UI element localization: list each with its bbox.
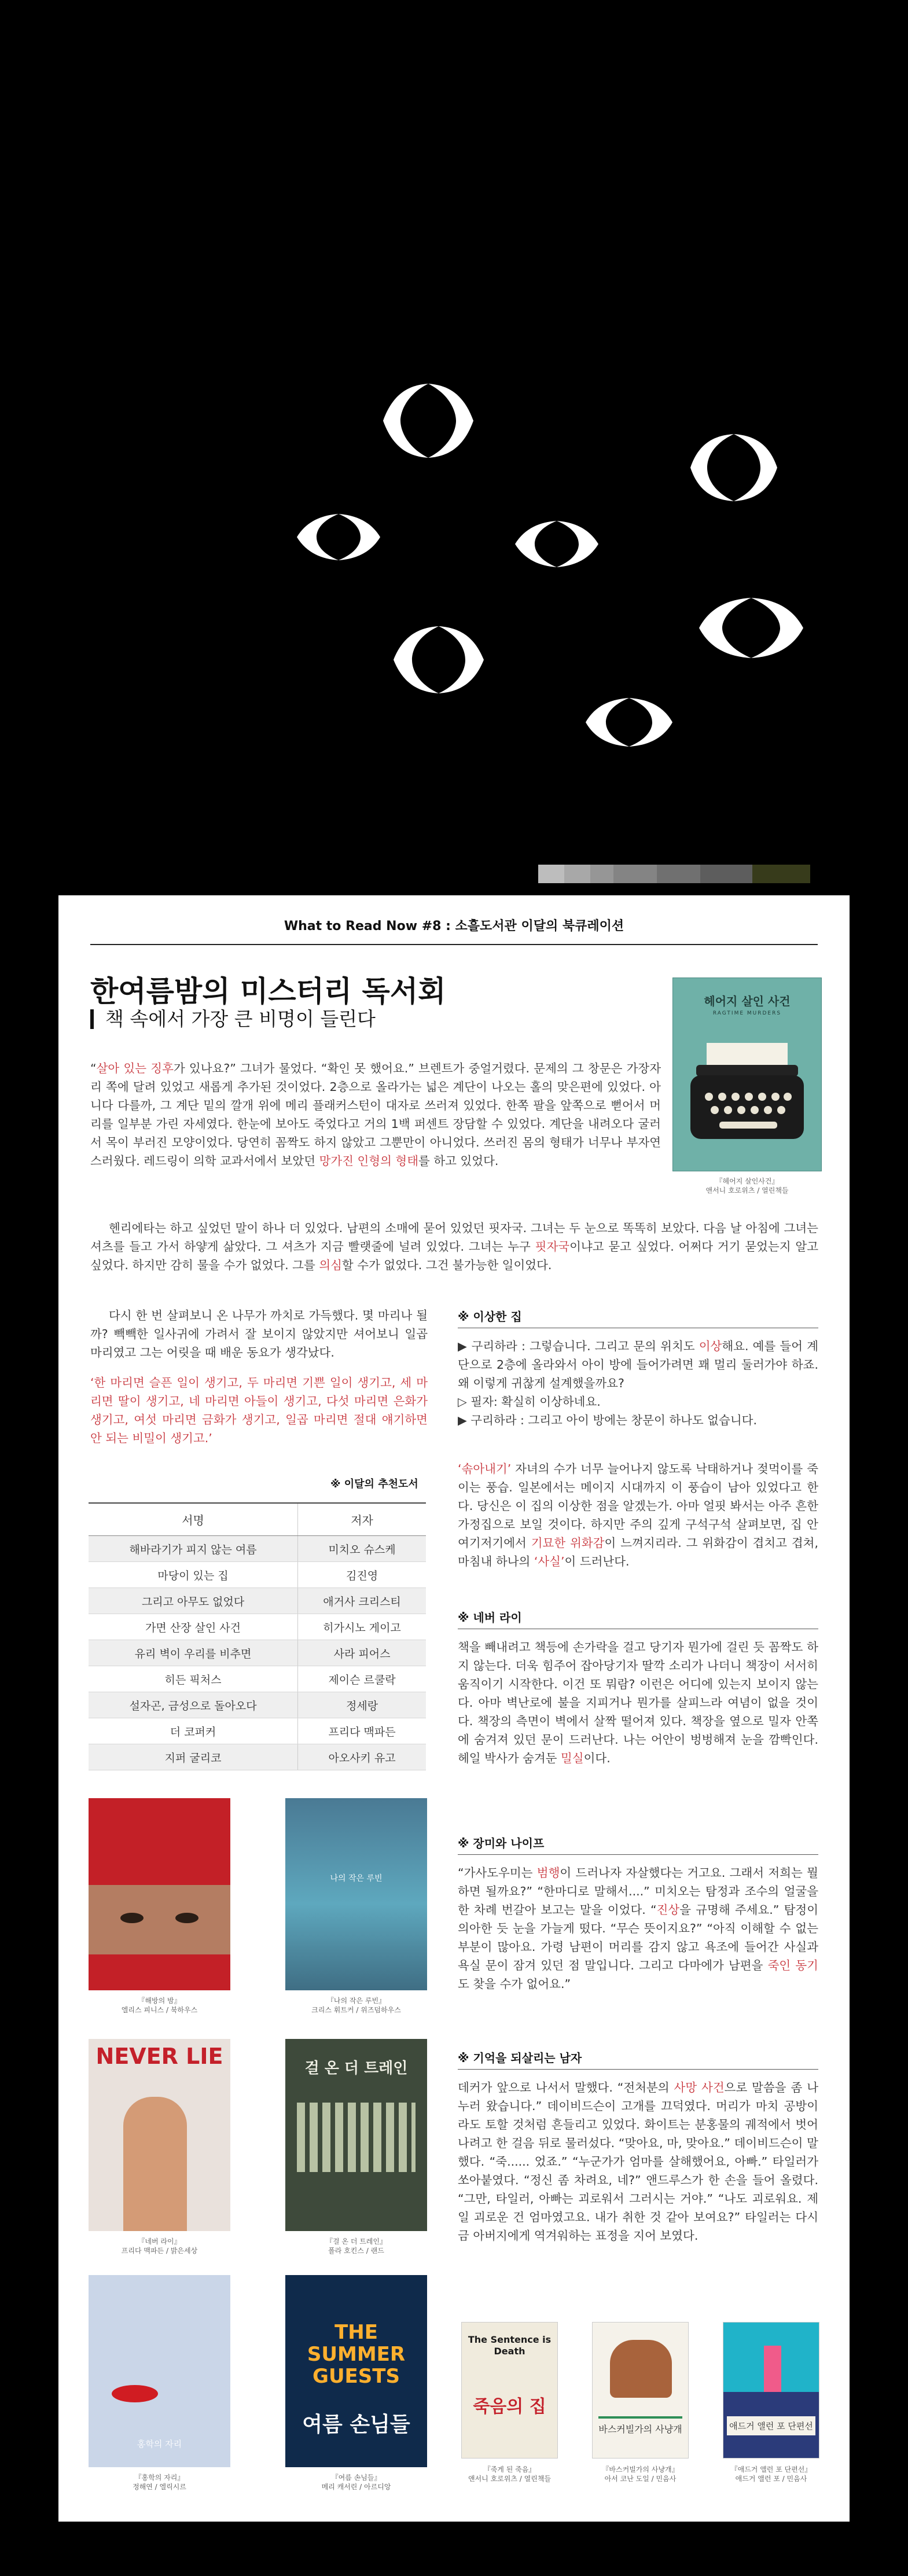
book-cover-girl-on-train[interactable]: 걸 온 더 트레인 bbox=[285, 2039, 427, 2231]
rose-knife-paragraph: “가사도우미는 범행이 드러나자 자살했다는 거고요. 그래서 저희는 뭘 하면 될까요?” “한마디로 말해서....” 미치오는 탐정과 조수의 얼굴을 한 차례 번갈아 보고는 말을 이었다. “진상을 규명해 주세요.” 탐정이 의아한 듯 눈을 가늘게 떴다. “무슨 뜻이지요?” “아직 이해할 수 없는 부분이 많아요. 가령 남편이 머리를 감지 않고 욕조에 들어간 사실과 욕실 문이 잠겨 있던 점 말입니다. 그리고 다마에가 남편을 죽인 동기도 찾을 수가 없어요.” bbox=[458, 1866, 818, 1991]
magpie-paragraph: 다시 한 번 살펴보니 온 나무가 까치로 가득했다. 몇 마리나 될까? 빽빽한 일사귀에 가려서 잘 보이지 않았지만 셔어보니 일곱 마리였고 그는 어릿을 때 배운 동요가 생각났다. bbox=[90, 1309, 428, 1359]
recommend-table bbox=[89, 1502, 426, 1770]
table-cell: 마당이 있는 집 bbox=[89, 1562, 298, 1588]
book-caption: 『죽게 된 죽음』 앤서니 호로위츠 / 열린책들 bbox=[468, 2465, 551, 2483]
section-divider bbox=[458, 1854, 818, 1855]
table-cell: 제이슨 르쿨락 bbox=[298, 1666, 426, 1692]
dialogue-line-2: ▷ 필자: 확실히 이상하네요. bbox=[458, 1395, 601, 1409]
book-caption: 『나의 작은 루빈』 크리스 휘트커 / 위즈덤하우스 bbox=[311, 1997, 401, 2014]
article-subtitle: 책 속에서 가장 큰 비명이 들린다 bbox=[90, 1009, 376, 1029]
table-row bbox=[89, 1588, 426, 1614]
table-cell: 히가시노 게이고 bbox=[298, 1614, 426, 1640]
dialogue-line-1: ▶ 구리하라 : 그렇습니다. 그리고 문의 위치도 이상해요. 예를 들어 계단으로 2층에 올라와서 아이 방에 들어가려면 꽤 멀리 둘러가야 하죠. 왜 이렇게 귀찮게 설계했을까요? bbox=[458, 1339, 819, 1390]
article-title: 한여름밤의 미스터리 독서회 bbox=[90, 975, 446, 1008]
strip-segment bbox=[564, 865, 590, 883]
strip-segment bbox=[590, 865, 613, 883]
color-strip bbox=[538, 865, 810, 883]
table-row bbox=[89, 1640, 426, 1666]
book-caption: 『애드거 앨런 포 단편선』 애드거 앨런 포 / 민음사 bbox=[730, 2465, 812, 2483]
table-cell: 더 코퍼커 bbox=[89, 1718, 298, 1744]
strip-segment bbox=[752, 865, 810, 883]
book-cover-baskerville[interactable]: 바스커빌가의 사냥개 bbox=[592, 2322, 689, 2459]
table-cell: 설자곤, 금성으로 돌아오다 bbox=[89, 1692, 298, 1718]
typewriter-illustration bbox=[673, 978, 822, 1171]
dialogue-line-3: ▶ 구리하라 : 그리고 아이 방에는 창문이 하나도 없습니다. bbox=[458, 1413, 757, 1427]
eye-shape-5 bbox=[699, 598, 803, 658]
book-cover-flamingo[interactable]: 홍학의 자리 bbox=[89, 2275, 230, 2467]
book-cover-small-rubin[interactable]: 나의 작은 루빈 bbox=[285, 1798, 427, 1990]
col-author-header: 저자 bbox=[298, 1503, 426, 1536]
featured-cover-en: RAGTIME MURDERS bbox=[712, 1010, 782, 1016]
table-cell: 히든 픽처스 bbox=[89, 1666, 298, 1692]
recommend-heading: ※ 이달의 추천도서 bbox=[330, 1478, 418, 1490]
table-row bbox=[89, 1536, 426, 1562]
featured-book-title: 『헤어지 살인사건』 bbox=[715, 1177, 779, 1185]
featured-cover-title: 헤어지 살인 사건 bbox=[704, 994, 791, 1008]
series-tag: What to Read Now #8 : 소흘도서관 이달의 북큐레이션 bbox=[284, 919, 624, 934]
intro-paragraph-2: 헨리에타는 하고 싶었던 말이 하나 더 있었다. 남편의 소매에 묻어 있었던 핏자국. 그녀는 두 눈으로 똑똑히 보았다. 다음 날 아침에 그녀는 셔츠를 들고 가서 하얗게 삶았다. 그 셔츠가 지금 빨랫줄에 널려 있었다. 그녀는 누구 핏자국이냐고 묻고 싶었다. 어쩌다 거기 묻었는지 알고 싶었다. 하지만 감히 물을 수가 없었다. 그를 의심할 수가 없었다. 그건 불가능한 일이었다. bbox=[90, 1221, 819, 1272]
section-heading-memory-man: ※ 기억을 되살리는 남자 bbox=[458, 2051, 582, 2065]
table-cell: 해바라기가 피지 않는 여름 bbox=[89, 1536, 298, 1562]
article-card bbox=[58, 895, 850, 2522]
table-cell: 애거사 크리스티 bbox=[298, 1588, 426, 1614]
book-caption: 『해방의 밤』 엘리스 피니스 / 북하우스 bbox=[121, 1997, 198, 2014]
eyes-illustration bbox=[0, 0, 908, 894]
table-row bbox=[89, 1692, 426, 1718]
book-cover-sentence-death[interactable]: The Sentence is Death 죽음의 집 bbox=[461, 2322, 558, 2459]
table-cell: 유리 벽이 우리를 비추면 bbox=[89, 1640, 298, 1666]
table-cell: 정세랑 bbox=[298, 1692, 426, 1718]
strip-segment bbox=[538, 865, 564, 883]
col-title-header: 서명 bbox=[89, 1503, 298, 1536]
intro-paragraph-1: “살아 있는 징후가 있나요?” 그녀가 물었다. “확인 못 했어요.” 브렌트가 중얼거렸다. 문제의 그 창문은 가장자리 쪽에 달려 있었고 새롭게 추가된 것이었다. 2층으로 올라가는 넓은 계단이 나오는 홀의 맞은편에 있었다. 아니다 다를까, 그 계단 밑의 깔개 위에 메리 플래커스턴이 대자로 쓰러져 있었다. 한쪽 팔을 앞쪽으로 뻗어서 머리를 일부분 가린 자세였다. 한눈에 보아도 죽었다고 거의 1백 퍼센트 장담할 수 있었다. 계단을 내려오다 굴러서 목이 부러진 모양이었다. 당연히 꼼짝도 하지 않았고 그뿐만이 아니었다. 쓰러진 몸의 형태가 너무나 부자연스러웠다. 레드링이 의학 교과서에서 보았던 망가진 인형의 형태를 하고 있었다. bbox=[90, 1061, 661, 1168]
strip-segment bbox=[700, 865, 752, 883]
header-divider bbox=[90, 944, 818, 945]
book-cover-summer-guests[interactable]: THE SUMMER GUESTS 여름 손님들 bbox=[285, 2275, 427, 2467]
section-heading-rose-knife: ※ 장미와 나이프 bbox=[458, 1836, 545, 1850]
eye-shape-7 bbox=[586, 698, 672, 747]
memory-man-paragraph: 데커가 앞으로 나서서 말했다. “전처분의 사망 사건으로 말씀을 좀 나누러 왔습니다.” 데이비드슨이 고개를 끄덕였다. 머리가 마치 공방이라도 토할 것처럼 흔들리고 있었다. 화이트는 분홍물의 궤적에서 벗어나려고 한 걸음 뒤로 물러섰다. “맞아요, 마, 맞아요.” 데이비드슨이 말했다. “죽...... 었죠.” “누군가가 엄마를 살해했어요, 아빠.” 타일러가 쏘아붙였다. “정신 좀 차려요, 네?” 앤드루스가 한 손을 들어 올렸다. “그만, 타일러, 아빠는 괴로워서 그러시는 거야.” “나도 괴로워요. 제일 괴로운 건 엄마였고요. 내가 취한 것 같아 보여요?” 타일러는 다시금 아버지에게 역겨워하는 표정을 지어 보였다. bbox=[458, 2081, 818, 2243]
eye-shape-6 bbox=[394, 626, 484, 693]
book-caption: 『여름 손님들』 메리 캐서린 / 아르디앙 bbox=[321, 2474, 391, 2491]
table-cell: 그리고 아무도 없었다 bbox=[89, 1588, 298, 1614]
table-cell: 김진영 bbox=[298, 1562, 426, 1588]
book-caption: 『바스커빌가의 사냥개』 아서 코난 도일 / 민음사 bbox=[602, 2465, 679, 2483]
eye-shape-4 bbox=[515, 521, 598, 567]
table-cell: 아오사키 유고 bbox=[298, 1744, 426, 1770]
eye-shape-1 bbox=[383, 384, 473, 458]
strange-house-dialogue bbox=[458, 1337, 818, 1430]
never-lie-paragraph: 책을 빼내려고 책등에 손가락을 걸고 당기자 뭔가에 걸린 듯 꼼짝도 하지 않는다. 더욱 힘주어 잡아당기자 딸깍 소리가 나더니 책장이 서서히 움직이기 시작한다. 이건 또 뭐람? 이런은 어디에 있는지 보이지 않는다. 아마 벽난로에 불을 지피거나 뭔가를 살피느라 여념이 없을 것이다. 책장의 측면이 벽에서 살짝 떨어져 있다. 책장을 옆으로 밀자 안쪽에 숨겨져 있던 문이 드러난다. 나는 어안이 벙벙해져 눈을 깜빡인다. 헤일 박사가 숨겨둔 밀실이다. bbox=[458, 1640, 818, 1765]
table-row bbox=[89, 1666, 426, 1692]
magpie-quote: ‘한 마리면 슬픈 일이 생기고, 두 마리면 기쁜 일이 생기고, 세 마리면 딸이 생기고, 네 마리면 아들이 생기고, 다섯 마리면 은화가 생기고, 여섯 마리면 금화가 생기고, 일곱 마리면 절대 얘기하면 안 되는 비밀이 생기고.’ bbox=[90, 1376, 428, 1445]
book-caption: 『네버 라이』 프리다 맥파든 / 밝은세상 bbox=[121, 2237, 198, 2255]
section-divider bbox=[458, 2069, 818, 2070]
table-cell: 프리다 맥파든 bbox=[298, 1718, 426, 1744]
table-row bbox=[89, 1614, 426, 1640]
book-caption: 『걸 온 더 트레인』 폴라 호킨스 / 랜드 bbox=[326, 2237, 387, 2255]
strange-house-paragraph: ‘솎아내기’ 자녀의 수가 너무 늘어나지 않도록 낙태하거나 젖먹이를 죽이는 풍습. 일본에서는 메이지 시대까지 이 풍습이 남아 있었다고 한다. 당신은 이 집의 이상한 점을 알겠는가. 아마 얼핏 봐서는 아주 흔한 가정집으로 보일 것이다. 하지만 주의 깊게 구석구석 살펴보면, 집 안 여기저기에서 기묘한 위화감이 느껴지리라. 그 위화감이 겹치고 겹쳐, 마침내 하나의 ‘사실’이 드러난다. bbox=[458, 1462, 818, 1568]
table-cell: 가면 산장 살인 사건 bbox=[89, 1614, 298, 1640]
strip-segment bbox=[657, 865, 700, 883]
strip-segment bbox=[613, 865, 657, 883]
table-row bbox=[89, 1718, 426, 1744]
table-cell: 사라 피어스 bbox=[298, 1640, 426, 1666]
featured-book-author: 앤서니 호로위츠 / 열린책들 bbox=[705, 1186, 789, 1195]
featured-book-caption bbox=[672, 1177, 822, 1195]
section-heading-strange-house: ※ 이상한 집 bbox=[458, 1310, 522, 1324]
table-cell: 미치오 슈스케 bbox=[298, 1536, 426, 1562]
featured-book-cover[interactable] bbox=[672, 978, 822, 1171]
eye-shape-3 bbox=[297, 514, 380, 560]
table-row bbox=[89, 1562, 426, 1588]
book-cover-poe[interactable]: 애드거 앨런 포 단편선 bbox=[723, 2322, 819, 2459]
section-heading-never-lie: ※ 네버 라이 bbox=[458, 1611, 522, 1625]
hero-banner bbox=[0, 0, 908, 894]
table-row bbox=[89, 1744, 426, 1770]
eye-shape-2 bbox=[690, 434, 777, 501]
book-cover-haebang[interactable] bbox=[89, 1798, 230, 1990]
book-caption: 『홍학의 자리』 정해연 / 엘릭시르 bbox=[133, 2474, 186, 2491]
table-cell: 지퍼 굴리코 bbox=[89, 1744, 298, 1770]
book-cover-never-lie[interactable]: NEVER LIE bbox=[89, 2039, 230, 2231]
